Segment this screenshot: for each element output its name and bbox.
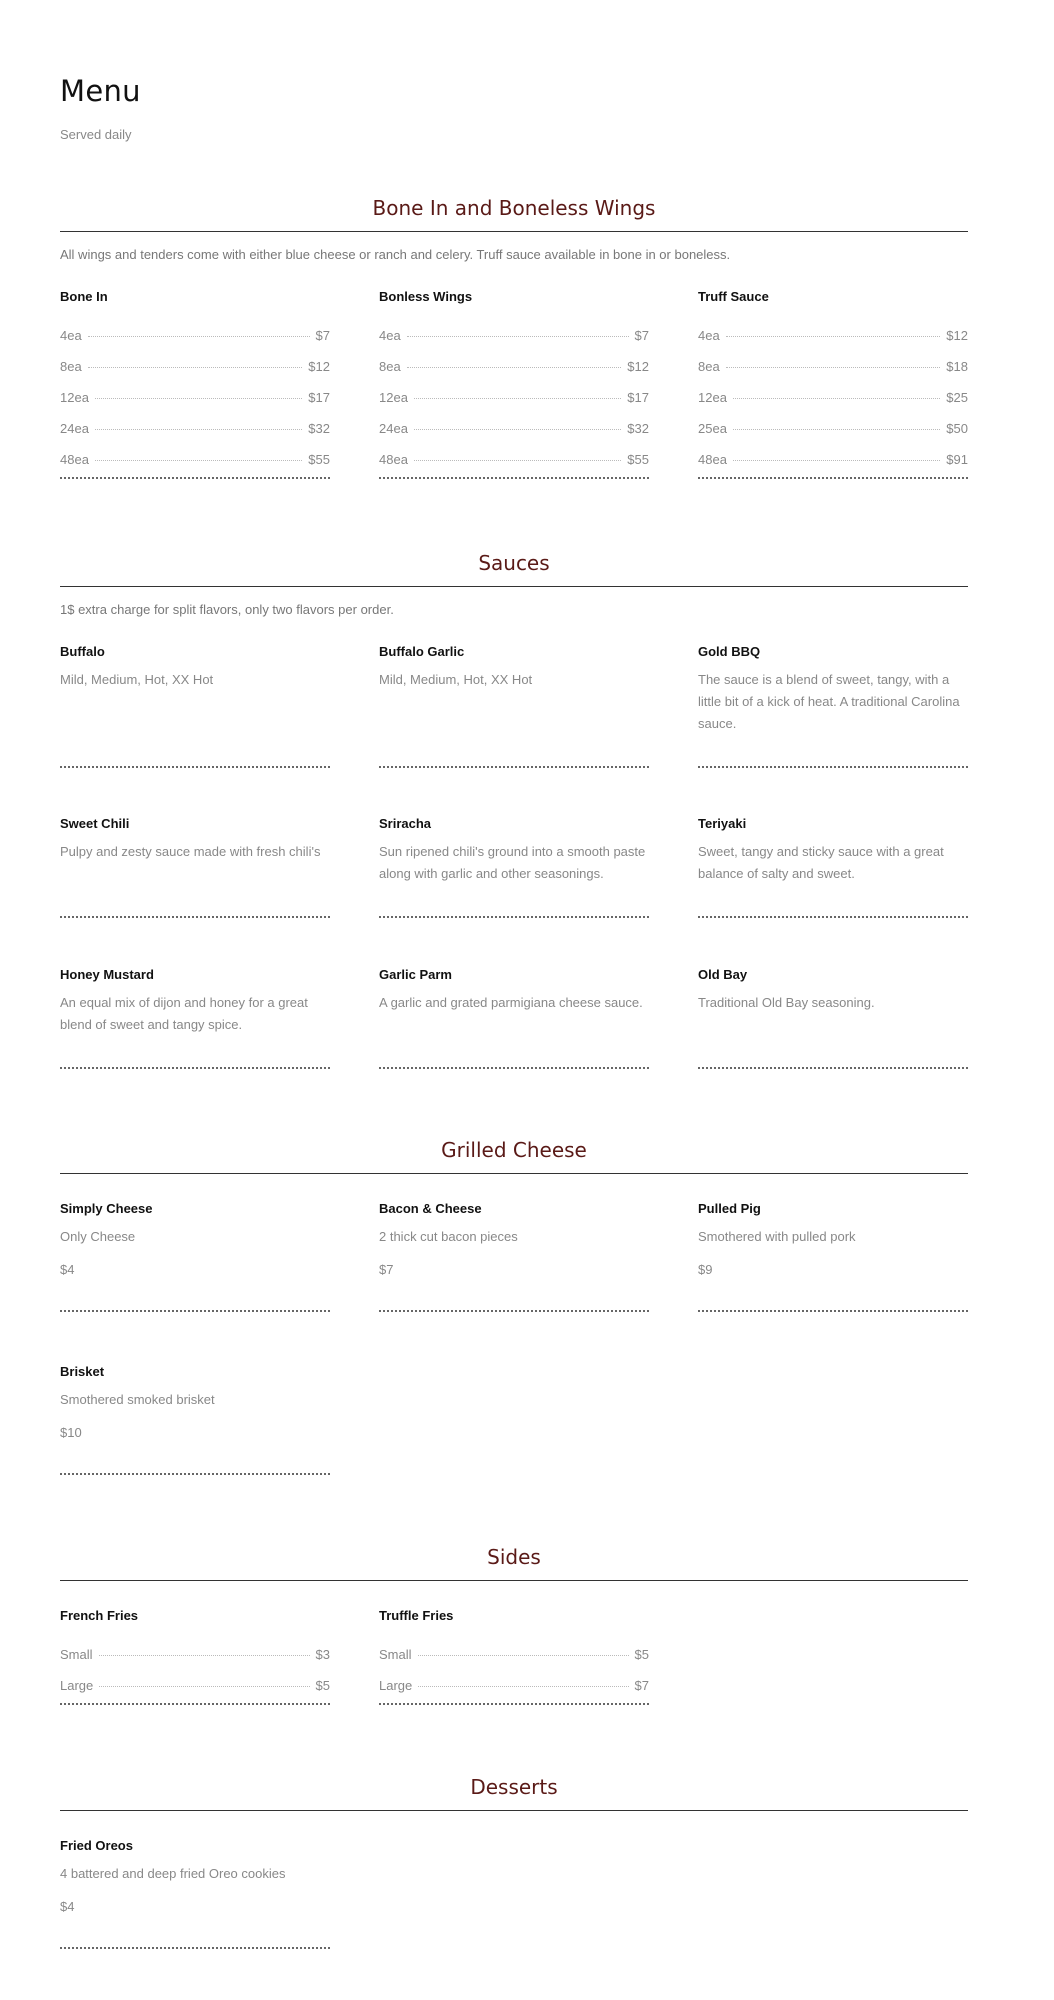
sides-grid — [60, 1607, 968, 1717]
item-price: $4 — [60, 1899, 75, 1914]
section-note: All wings and tenders come with either blue cheese or ranch and celery. Truff sauce available in bone in or boneless. — [60, 247, 731, 262]
item-divider — [60, 477, 330, 479]
item-name: Teriyaki — [698, 816, 747, 831]
column-title: French Fries — [60, 1608, 139, 1623]
section-title: Bone In and Boneless Wings — [372, 196, 656, 220]
item-divider — [379, 1067, 649, 1069]
column-title: Bonless Wings — [379, 289, 473, 304]
item-name: Sweet Chili — [60, 816, 130, 831]
section-desserts — [60, 1770, 968, 1967]
price: $25 — [946, 390, 968, 405]
item-divider — [379, 477, 649, 479]
dot-leader — [407, 367, 622, 368]
dot-leader — [418, 1655, 629, 1656]
item-name: Buffalo Garlic — [379, 644, 465, 659]
item-divider — [60, 1703, 330, 1705]
size-label: Large — [379, 1678, 413, 1693]
item-divider — [698, 1067, 968, 1069]
sauce-item — [60, 815, 330, 863]
column-title: Bone In — [60, 289, 108, 304]
item-name: Gold BBQ — [698, 644, 761, 659]
item-price: $7 — [379, 1262, 394, 1277]
grilled-grid — [60, 1200, 968, 1500]
dot-leader — [99, 1686, 309, 1687]
section-divider — [60, 586, 968, 587]
item-divider — [60, 1310, 330, 1312]
item-divider — [698, 477, 968, 479]
size-label: 48ea — [379, 452, 408, 467]
item-divider — [60, 1947, 330, 1949]
dot-leader — [726, 367, 941, 368]
item-description: The sauce is a blend of sweet, tangy, with a little bit of a kick of heat. A traditional Carolina sauce. — [698, 672, 960, 731]
price-row — [698, 327, 968, 358]
sauce-item — [60, 643, 330, 691]
dot-leader — [418, 1686, 628, 1687]
item-price: $10 — [60, 1425, 82, 1440]
section-title: Sauces — [478, 551, 550, 575]
item-description: An equal mix of dijon and honey for a great blend of sweet and tangy spice. — [60, 995, 308, 1032]
size-label: 48ea — [60, 452, 89, 467]
dot-leader — [414, 460, 621, 461]
price: $12 — [627, 359, 649, 374]
item-description: Only Cheese — [60, 1229, 136, 1244]
price: $7 — [634, 1678, 649, 1693]
wings-column — [379, 288, 649, 482]
item-name: Buffalo — [60, 644, 105, 659]
section-sauces — [60, 546, 968, 1103]
price: $55 — [308, 452, 330, 467]
sauce-item — [698, 643, 968, 735]
price: $3 — [315, 1647, 330, 1662]
price: $5 — [634, 1647, 649, 1662]
price: $32 — [308, 421, 330, 436]
grilled-item — [379, 1200, 649, 1279]
item-description: Pulpy and zesty sauce made with fresh chili's — [60, 844, 321, 859]
sauce-item — [698, 966, 968, 1014]
dot-leader — [733, 429, 940, 430]
wings-column — [60, 288, 330, 482]
section-divider — [60, 1810, 968, 1811]
sauces-grid — [60, 643, 968, 1103]
column-title: Truff Sauce — [698, 289, 769, 304]
dot-leader — [733, 460, 940, 461]
item-divider — [60, 1067, 330, 1069]
dot-leader — [726, 336, 941, 337]
section-divider — [60, 1580, 968, 1581]
size-label: 8ea — [60, 359, 82, 374]
size-label: 4ea — [60, 328, 82, 343]
size-label: Small — [60, 1647, 93, 1662]
item-divider — [379, 1703, 649, 1705]
size-label: 48ea — [698, 452, 727, 467]
price: $17 — [627, 390, 649, 405]
price: $18 — [946, 359, 968, 374]
side-column — [379, 1607, 649, 1708]
dot-leader — [414, 429, 621, 430]
price: $5 — [315, 1678, 330, 1693]
sauce-item — [60, 966, 330, 1036]
item-name: Fried Oreos — [60, 1838, 133, 1853]
item-description: 4 battered and deep fried Oreo cookies — [60, 1866, 286, 1881]
item-price: $9 — [698, 1262, 713, 1277]
item-description: Traditional Old Bay seasoning. — [698, 995, 875, 1010]
price-row — [379, 389, 649, 420]
size-label: 8ea — [698, 359, 720, 374]
price-row — [60, 389, 330, 420]
dessert-item — [60, 1837, 330, 1916]
section-grilled-cheese — [60, 1133, 968, 1500]
section-sides — [60, 1540, 968, 1717]
size-label: 24ea — [379, 421, 408, 436]
price-row — [379, 358, 649, 389]
section-divider — [60, 1173, 968, 1174]
section-title: Desserts — [470, 1775, 558, 1799]
item-description: Smothered smoked brisket — [60, 1392, 215, 1407]
item-name: Brisket — [60, 1364, 105, 1379]
size-label: 24ea — [60, 421, 89, 436]
side-column — [60, 1607, 330, 1708]
item-description: Mild, Medium, Hot, XX Hot — [379, 672, 533, 687]
size-label: Small — [379, 1647, 412, 1662]
price: $7 — [315, 328, 330, 343]
grilled-item — [60, 1200, 330, 1279]
dot-leader — [407, 336, 629, 337]
size-label: Large — [60, 1678, 94, 1693]
price: $7 — [634, 328, 649, 343]
item-name: Honey Mustard — [60, 967, 154, 982]
desserts-grid — [60, 1837, 968, 1967]
item-divider — [698, 1310, 968, 1312]
price: $91 — [946, 452, 968, 467]
size-label: 4ea — [379, 328, 401, 343]
size-label: 12ea — [379, 390, 408, 405]
item-description: Sun ripened chili's ground into a smooth paste along with garlic and other seasonings. — [379, 844, 646, 881]
item-name: Pulled Pig — [698, 1201, 761, 1216]
section-title: Sides — [487, 1545, 541, 1569]
sauce-item — [698, 815, 968, 885]
page-title: Menu — [60, 74, 141, 108]
item-price: $4 — [60, 1262, 75, 1277]
grilled-item — [698, 1200, 968, 1279]
dot-leader — [733, 398, 940, 399]
dot-leader — [95, 460, 302, 461]
price-row — [60, 358, 330, 389]
item-description: Sweet, tangy and sticky sauce with a great balance of salty and sweet. — [698, 844, 944, 881]
price: $32 — [627, 421, 649, 436]
item-name: Sriracha — [379, 816, 432, 831]
section-divider — [60, 231, 968, 232]
sauce-item — [379, 815, 649, 885]
item-description: 2 thick cut bacon pieces — [379, 1229, 518, 1244]
section-note: 1$ extra charge for split flavors, only two flavors per order. — [60, 602, 394, 617]
item-divider — [379, 1310, 649, 1312]
wings-grid — [60, 288, 968, 488]
item-divider — [698, 916, 968, 918]
size-label: 12ea — [698, 390, 727, 405]
section-title: Grilled Cheese — [441, 1138, 587, 1162]
price: $55 — [627, 452, 649, 467]
item-description: A garlic and grated parmigiana cheese sauce. — [379, 995, 643, 1010]
item-divider — [379, 916, 649, 918]
sauce-item — [379, 643, 649, 691]
sauce-item — [379, 966, 649, 1014]
dot-leader — [95, 429, 302, 430]
column-title: Truffle Fries — [379, 1608, 454, 1623]
item-description: Smothered with pulled pork — [698, 1229, 856, 1244]
price-row — [698, 420, 968, 451]
page-subtitle: Served daily — [60, 127, 132, 142]
item-name: Garlic Parm — [379, 967, 452, 982]
dot-leader — [99, 1655, 310, 1656]
item-divider — [60, 1473, 330, 1475]
grilled-item — [60, 1363, 330, 1442]
item-divider — [379, 766, 649, 768]
price-row — [698, 358, 968, 389]
item-description: Mild, Medium, Hot, XX Hot — [60, 672, 214, 687]
item-name: Simply Cheese — [60, 1201, 153, 1216]
price-row — [60, 327, 330, 358]
price-row — [698, 389, 968, 420]
size-label: 25ea — [698, 421, 727, 436]
dot-leader — [414, 398, 621, 399]
price: $50 — [946, 421, 968, 436]
section-wings — [60, 191, 968, 488]
price-row — [379, 420, 649, 451]
price-row — [60, 420, 330, 451]
price: $12 — [308, 359, 330, 374]
price-row — [379, 1646, 649, 1677]
item-name: Old Bay — [698, 967, 748, 982]
wings-column — [698, 288, 968, 482]
size-label: 8ea — [379, 359, 401, 374]
item-name: Bacon & Cheese — [379, 1201, 482, 1216]
dot-leader — [88, 367, 303, 368]
price-row — [379, 327, 649, 358]
item-divider — [60, 766, 330, 768]
item-divider — [698, 766, 968, 768]
price: $17 — [308, 390, 330, 405]
item-divider — [60, 916, 330, 918]
size-label: 12ea — [60, 390, 89, 405]
price: $12 — [946, 328, 968, 343]
dot-leader — [88, 336, 310, 337]
price-row — [60, 1646, 330, 1677]
size-label: 4ea — [698, 328, 720, 343]
dot-leader — [95, 398, 302, 399]
